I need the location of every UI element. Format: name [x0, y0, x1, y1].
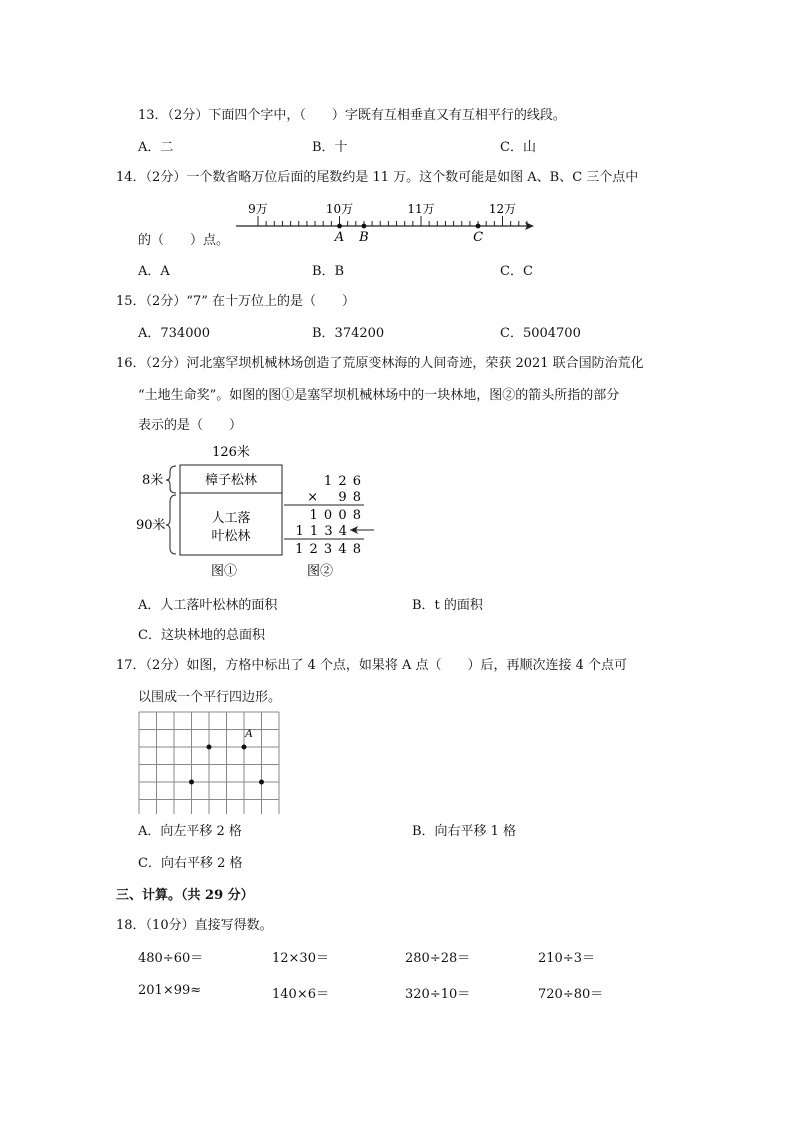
- q15-option-b: B．374200: [312, 326, 385, 341]
- number-line-point-label: A: [334, 230, 345, 245]
- fig1-left-bottom-label: 90米: [136, 518, 166, 533]
- q16-stem-3: 表示的是（ ）: [138, 418, 243, 433]
- fig1-region-bottom-label-2: 叶松林: [211, 529, 251, 544]
- fig1-region-top-label: 樟子松林: [204, 473, 258, 488]
- grid-point: [259, 780, 264, 785]
- q17-stem: 17．（2分）如图，方格中标出了 4 个点，如果将 A 点（ ）后，再顺次连接 4 个点可: [116, 658, 628, 673]
- number-line-point-b: [362, 224, 367, 229]
- fig1-caption: 图①: [210, 564, 238, 579]
- q14-stem: 14．（2分）一个数省略万位后面的尾数约是 11 万。这个数可能是如图 A、B、C 三个点中: [116, 170, 639, 185]
- q16-option-c: C．这块林地的总面积: [138, 628, 265, 643]
- q16-option-a: A．人工落叶松林的面积: [138, 598, 278, 613]
- fig2-caption: 图②: [306, 564, 334, 579]
- q18-r1-c3: 280÷28＝: [405, 951, 471, 966]
- number-line-label: 12万: [488, 202, 517, 216]
- fig1-region-bottom-label-1: 人工落: [211, 511, 251, 526]
- fig2-row-5: 1 2 3 4 8: [295, 542, 362, 557]
- q14-option-c: C．C: [500, 264, 533, 279]
- fig2-row-3: 1 0 0 8: [309, 508, 362, 523]
- number-line-label: 9万: [248, 202, 268, 216]
- fig1-top-label: 126米: [212, 445, 250, 460]
- q18-r2-c4: 720÷80＝: [538, 987, 604, 1002]
- section-3-heading: 三、计算。（共 29 分）: [116, 888, 254, 903]
- q14-option-b: B．B: [312, 264, 345, 279]
- fig1-brace-top: [166, 466, 176, 493]
- q13-option-a: A．二: [138, 140, 174, 155]
- grid-point: [242, 745, 247, 750]
- q17-point-a-label: A: [245, 726, 253, 740]
- q13-stem: 13．（2分）下面四个字中，（ ）字既有互相垂直又有互相平行的线段。: [138, 108, 566, 123]
- q17-grid: [137, 710, 283, 814]
- q14-stem-2: 的（ ）点。: [138, 233, 230, 248]
- number-line-point-a: [337, 224, 342, 229]
- q15-option-a: A．734000: [138, 326, 211, 341]
- fig1-left-top-label: 8米: [142, 473, 164, 488]
- number-line-label: 11万: [407, 202, 435, 216]
- number-line-point-c: [476, 224, 481, 229]
- number-line-point-label: B: [359, 230, 369, 245]
- q16-stem: 16．（2分）河北塞罕坝机械林场创造了荒原变林海的人间奇迹，荣获 2021 联合国防治荒化: [116, 356, 644, 371]
- q18-r2-c2: 140×6＝: [272, 987, 329, 1002]
- q16-option-b: B．t 的面积: [412, 598, 483, 613]
- q13-option-c: C．山: [500, 140, 536, 155]
- number-line-point-label: C: [473, 230, 484, 245]
- fig2-row-2: × 9 8: [307, 490, 362, 505]
- q17-option-c: C．向右平移 2 格: [138, 856, 243, 871]
- q18-r2-c1: 201×99≈: [138, 983, 202, 998]
- fig2-row-4: 1 1 3 4: [295, 524, 348, 539]
- q13-option-b: B．十: [312, 140, 348, 155]
- grid-point: [189, 780, 194, 785]
- q16-stem-2: “土地生命奖”。如图的图①是塞罕坝机械林场中的一块林地，图②的箭头所指的部分: [138, 388, 620, 403]
- q17-option-b: B．向右平移 1 格: [412, 824, 517, 839]
- q16-figures: [136, 440, 386, 582]
- q18-stem: 18．（10分）直接写得数。: [116, 918, 273, 933]
- q17-option-a: A．向左平移 2 格: [138, 824, 242, 839]
- grid-point: [207, 745, 212, 750]
- fig1-brace-bottom: [166, 495, 176, 554]
- q15-option-c: C．5004700: [500, 326, 581, 341]
- q18-r1-c1: 480÷60＝: [138, 951, 204, 966]
- q18-r2-c3: 320÷10＝: [405, 987, 471, 1002]
- fig2-row-1: 1 2 6: [323, 474, 362, 489]
- number-line-label: 10万: [325, 202, 354, 216]
- q15-stem: 15．（2分）“7” 在十万位上的是（ ）: [116, 294, 356, 309]
- q18-r1-c4: 210÷3＝: [538, 951, 595, 966]
- q14-number-line: [232, 192, 542, 248]
- q14-option-a: A．A: [138, 264, 170, 279]
- q17-stem-2: 以围成一个平行四边形。: [138, 690, 282, 705]
- q18-r1-c2: 12×30＝: [272, 951, 329, 966]
